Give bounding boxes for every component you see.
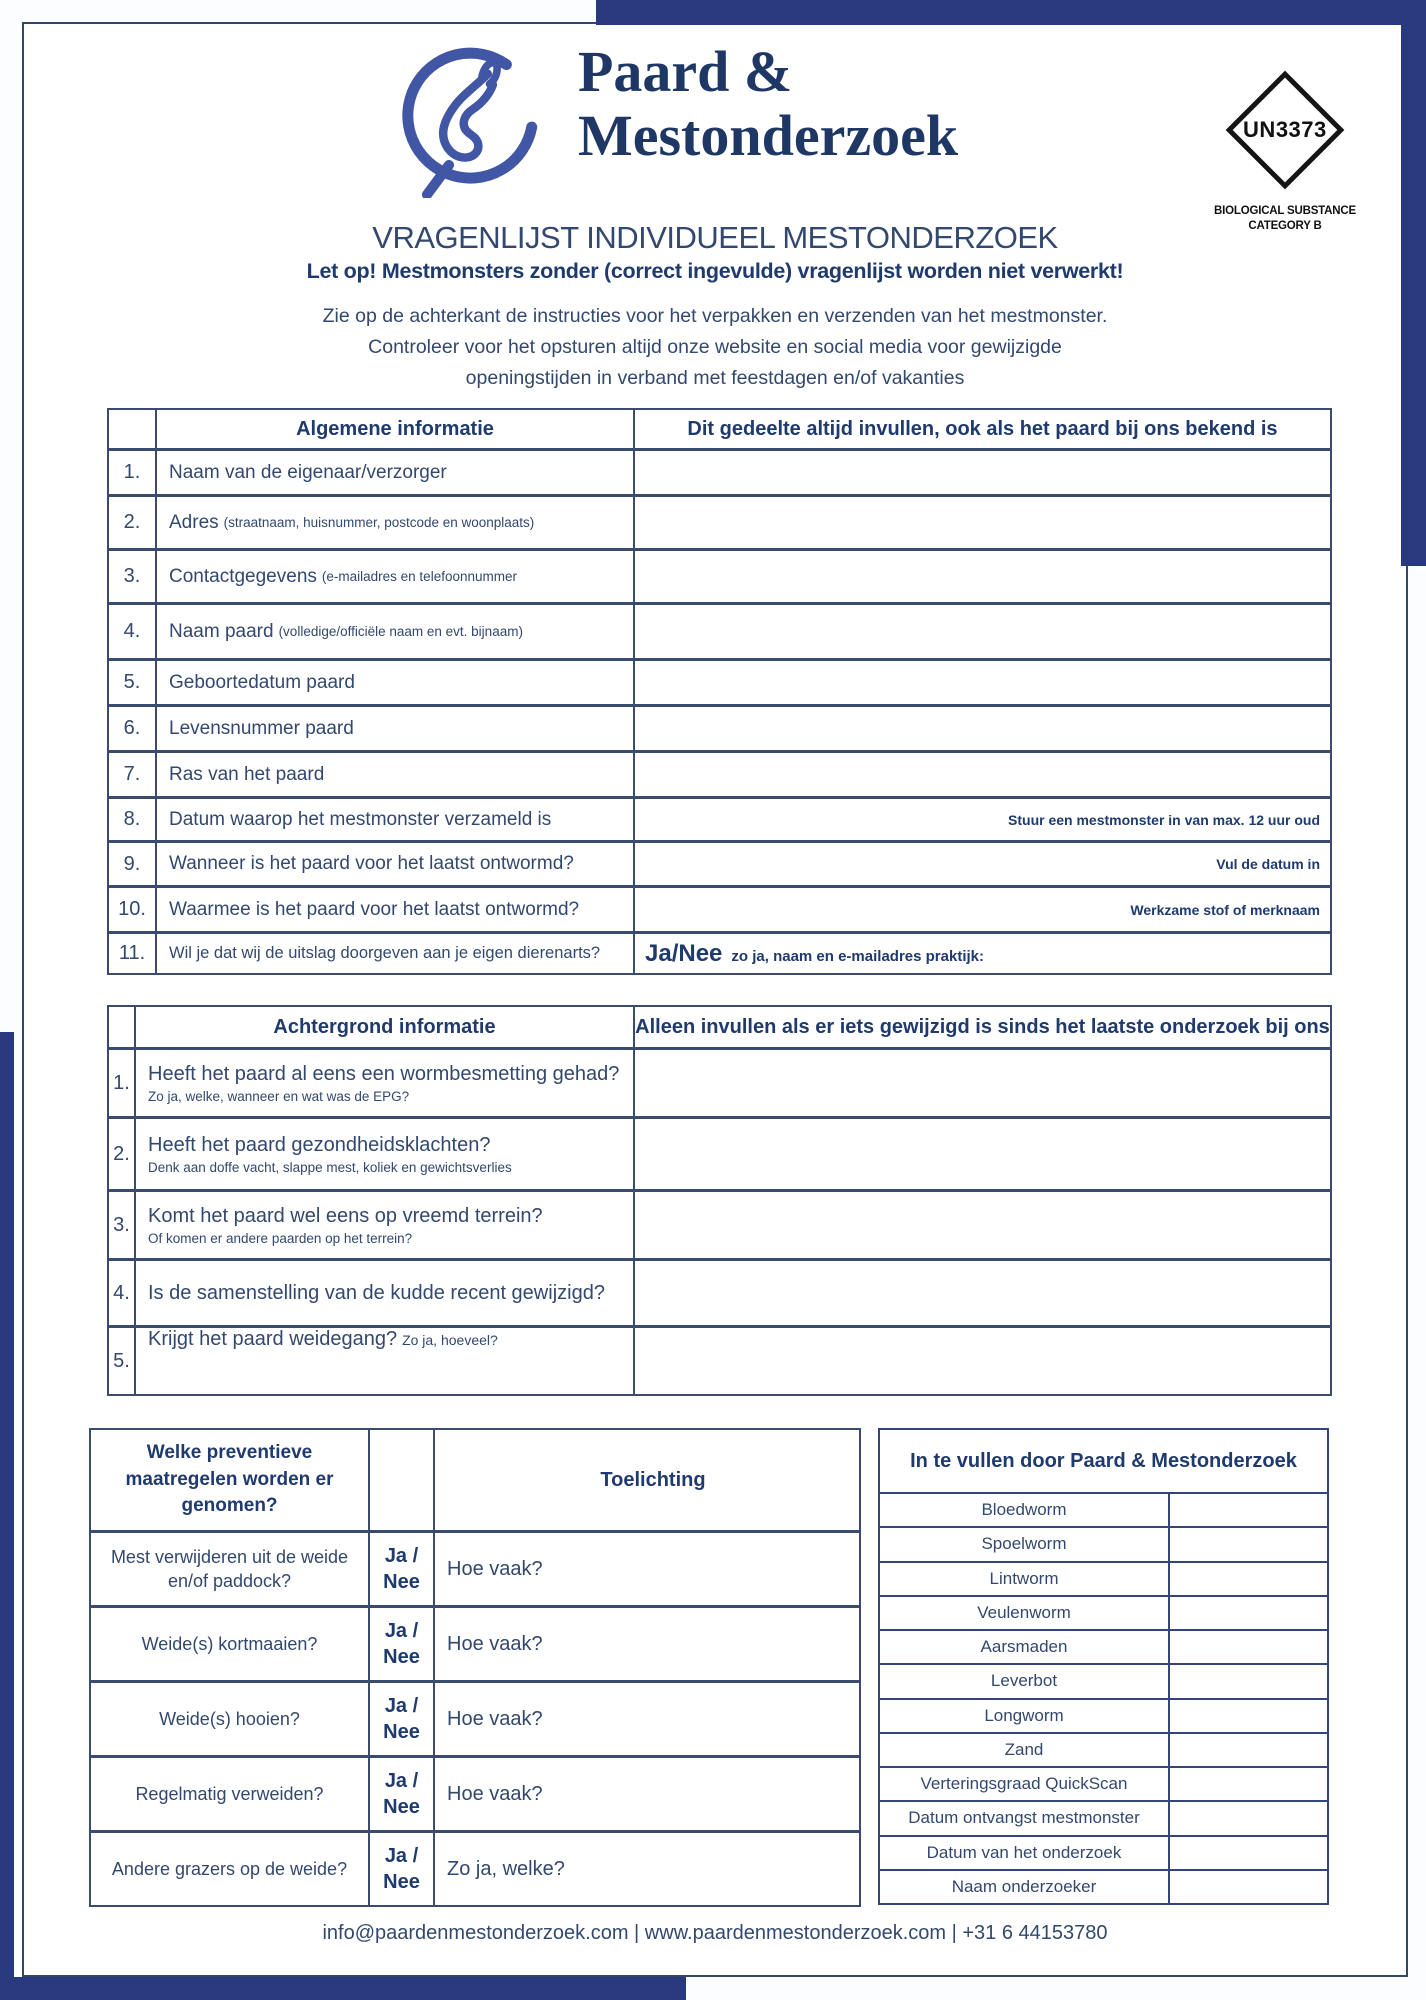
table-row bbox=[91, 1830, 859, 1905]
row-number: 2. bbox=[109, 497, 157, 548]
row-number: 9. bbox=[109, 843, 157, 885]
input-cell[interactable] bbox=[635, 1192, 1330, 1258]
result-label: Aarsmaden bbox=[880, 1631, 1170, 1663]
result-cell[interactable] bbox=[1170, 1734, 1327, 1766]
result-cell[interactable] bbox=[1170, 1494, 1327, 1526]
janee-choice-cell[interactable]: Ja / Nee bbox=[370, 1758, 435, 1830]
field-note: Werkzame stof of merknaam bbox=[1130, 901, 1320, 918]
input-cell[interactable] bbox=[635, 551, 1330, 602]
row-number: 1. bbox=[109, 451, 157, 494]
janee-choice-cell[interactable]: Ja / Nee bbox=[370, 1608, 435, 1680]
table-row bbox=[880, 1869, 1327, 1903]
logo-line-2: Mestonderzoek bbox=[578, 103, 959, 168]
table-row bbox=[880, 1766, 1327, 1800]
field-label: Contactgegevens bbox=[169, 565, 317, 587]
decor-bar-left bbox=[0, 1032, 14, 2000]
table-row bbox=[109, 1189, 1330, 1258]
input-cell[interactable] bbox=[635, 497, 1330, 548]
result-cell[interactable] bbox=[1170, 1528, 1327, 1560]
logo-line-1: Paard & bbox=[578, 39, 793, 104]
table-row bbox=[91, 1605, 859, 1680]
table-row bbox=[109, 494, 1330, 548]
col-header-achtergrond: Achtergrond informatie bbox=[136, 1007, 635, 1047]
field-label: Naam van de eigenaar/verzorger bbox=[169, 461, 447, 483]
measure-label: Weide(s) hooien? bbox=[91, 1683, 370, 1755]
result-label: Zand bbox=[880, 1734, 1170, 1766]
input-cell[interactable] bbox=[635, 1328, 1330, 1394]
result-label: Naam onderzoeker bbox=[880, 1871, 1170, 1903]
input-cell[interactable] bbox=[635, 1261, 1330, 1325]
hint-input-cell[interactable]: Hoe vaak? bbox=[447, 1557, 543, 1580]
input-cell[interactable] bbox=[635, 605, 1330, 658]
janee-hint: zo ja, naam en e-mailadres praktijk: bbox=[731, 947, 984, 965]
table-row bbox=[880, 1629, 1327, 1663]
table-row bbox=[880, 1698, 1327, 1732]
result-label: Spoelworm bbox=[880, 1528, 1170, 1560]
result-cell[interactable] bbox=[1170, 1768, 1327, 1800]
input-cell[interactable] bbox=[635, 1050, 1330, 1116]
input-cell[interactable] bbox=[635, 1119, 1330, 1189]
janee-option[interactable]: Ja/Nee bbox=[645, 939, 723, 967]
table-row bbox=[109, 1258, 1330, 1325]
field-sub-label: (e-mailadres en telefoonnummer bbox=[321, 569, 517, 584]
row-number: 4. bbox=[109, 605, 157, 658]
row-number: 10. bbox=[109, 888, 157, 931]
col-header-maatregelen: Welke preventieve maatregelen worden er genomen? bbox=[91, 1430, 370, 1530]
result-cell[interactable] bbox=[1170, 1802, 1327, 1834]
input-cell[interactable] bbox=[635, 707, 1330, 750]
row-number: 3. bbox=[109, 1192, 136, 1258]
result-label: Veulenworm bbox=[880, 1597, 1170, 1629]
row-number: 11. bbox=[109, 934, 157, 973]
horse-logo-icon bbox=[400, 46, 552, 198]
result-cell[interactable] bbox=[1170, 1597, 1327, 1629]
field-label: Datum waarop het mestmonster verzameld is bbox=[169, 808, 552, 830]
table-row bbox=[109, 931, 1330, 973]
table-row bbox=[109, 704, 1330, 750]
field-note: Vul de datum in bbox=[1216, 856, 1320, 872]
row-number: 2. bbox=[109, 1119, 136, 1189]
janee-choice-cell[interactable] bbox=[635, 934, 1330, 973]
table-algemene-informatie bbox=[107, 408, 1332, 975]
result-label: Datum ontvangst mestmonster bbox=[880, 1802, 1170, 1834]
hint-input-cell[interactable]: Hoe vaak? bbox=[447, 1782, 543, 1805]
result-cell[interactable] bbox=[1170, 1631, 1327, 1663]
row-number: 8. bbox=[109, 799, 157, 840]
table-row bbox=[91, 1680, 859, 1755]
field-label: Naam paard bbox=[169, 620, 274, 642]
table-row bbox=[109, 548, 1330, 602]
question-sub-label: Of komen er andere paarden op het terrein? bbox=[148, 1230, 413, 1246]
measure-label: Weide(s) kortmaaien? bbox=[91, 1608, 370, 1680]
hint-input-cell[interactable]: Hoe vaak? bbox=[447, 1707, 543, 1730]
warning-text: Let op! Mestmonsters zonder (correct ingevulde) vragenlijst worden niet verwerkt! bbox=[306, 259, 1124, 283]
un3373-diamond-icon bbox=[1226, 71, 1345, 190]
janee-choice-cell[interactable]: Ja / Nee bbox=[370, 1533, 435, 1605]
un3373-code: UN3373 bbox=[1243, 117, 1327, 142]
table-preventieve-maatregelen bbox=[89, 1428, 861, 1907]
contact-footer: info@paardenmestonderzoek.com | www.paardenmestonderzoek.com | +31 6 44153780 bbox=[322, 1922, 1108, 1944]
input-cell[interactable] bbox=[635, 799, 1330, 840]
un3373-caption: BIOLOGICAL SUBSTANCE CATEGORY B bbox=[1214, 205, 1356, 232]
office-table-header: In te vullen door Paard & Mestonderzoek bbox=[910, 1449, 1297, 1472]
field-sub-label: (volledige/officiële naam en evt. bijnaam) bbox=[278, 624, 523, 639]
table-row bbox=[91, 1530, 859, 1605]
row-number: 1. bbox=[109, 1050, 136, 1116]
table-row bbox=[109, 602, 1330, 658]
field-label: Waarmee is het paard voor het laatst ontwormd? bbox=[169, 898, 580, 920]
un3373-mark bbox=[1200, 64, 1370, 234]
row-number: 3. bbox=[109, 551, 157, 602]
field-label: Geboortedatum paard bbox=[169, 671, 355, 693]
table-in-te-vullen-door-lab bbox=[878, 1428, 1329, 1905]
field-sub-label: (straatnaam, huisnummer, postcode en woonplaats) bbox=[223, 515, 535, 530]
table-header-row bbox=[109, 1007, 1330, 1047]
input-cell[interactable] bbox=[635, 888, 1330, 931]
field-label: Wil je dat wij de uitslag doorgeven aan je eigen dierenarts? bbox=[169, 944, 601, 962]
table-row bbox=[880, 1663, 1327, 1697]
question-sub-label: Denk aan doffe vacht, slappe mest, koliek en gewichtsverlies bbox=[148, 1159, 512, 1175]
table-row bbox=[109, 1116, 1330, 1189]
decor-bar-bottom bbox=[0, 1977, 686, 2000]
table-header-row bbox=[109, 410, 1330, 448]
col-header-algemene: Algemene informatie bbox=[157, 410, 635, 448]
table-row bbox=[109, 1325, 1330, 1394]
input-cell[interactable] bbox=[635, 451, 1330, 494]
question-label: Heeft het paard al eens een wormbesmetting gehad? bbox=[148, 1062, 620, 1085]
input-cell[interactable] bbox=[635, 843, 1330, 885]
row-number: 5. bbox=[109, 1328, 136, 1394]
field-label: Wanneer is het paard voor het laatst ontwormd? bbox=[169, 853, 574, 874]
table-achtergrond-informatie bbox=[107, 1005, 1332, 1396]
table-row bbox=[880, 1800, 1327, 1834]
table-header-row bbox=[91, 1430, 859, 1530]
result-cell[interactable] bbox=[1170, 1871, 1327, 1903]
table-row bbox=[880, 1526, 1327, 1560]
field-label: Levensnummer paard bbox=[169, 717, 354, 739]
table-row bbox=[109, 750, 1330, 796]
logo-wordmark bbox=[578, 40, 958, 168]
col-header-toelichting: Toelichting bbox=[600, 1468, 706, 1491]
result-cell[interactable] bbox=[1170, 1700, 1327, 1732]
table-row bbox=[109, 885, 1330, 931]
intro-text: Zie op de achterkant de instructies voor het verpakken en verzenden van het mestmonster. Controleer voor het opsturen altijd onze website en social media voor gewijzigde openingstijden in verband met feestdagen en/of vakanties bbox=[322, 305, 1108, 389]
question-label: Heeft het paard gezondheidsklachten? bbox=[148, 1133, 491, 1156]
table-row bbox=[109, 840, 1330, 885]
hint-input-cell[interactable]: Zo ja, welke? bbox=[447, 1857, 565, 1880]
table-row bbox=[109, 658, 1330, 704]
result-label: Verteringsgraad QuickScan bbox=[880, 1768, 1170, 1800]
result-cell[interactable] bbox=[1170, 1837, 1327, 1869]
question-label: Komt het paard wel eens op vreemd terrein? bbox=[148, 1204, 543, 1227]
row-number: 5. bbox=[109, 661, 157, 704]
field-note: Stuur een mestmonster in van max. 12 uur oud bbox=[1008, 811, 1320, 828]
result-cell[interactable] bbox=[1170, 1665, 1327, 1697]
input-cell[interactable] bbox=[635, 753, 1330, 796]
row-number: 4. bbox=[109, 1261, 136, 1325]
field-label: Adres bbox=[169, 511, 219, 533]
measure-label: Andere grazers op de weide? bbox=[91, 1833, 370, 1905]
measure-label: Mest verwijderen uit de weide en/of paddock? bbox=[91, 1533, 370, 1605]
table-row bbox=[880, 1492, 1327, 1526]
janee-choice-cell[interactable]: Ja / Nee bbox=[370, 1833, 435, 1905]
table-row bbox=[880, 1835, 1327, 1869]
question-sub-label: Zo ja, welke, wanneer en wat was de EPG? bbox=[148, 1088, 410, 1104]
row-number: 7. bbox=[109, 753, 157, 796]
janee-choice-cell[interactable]: Ja / Nee bbox=[370, 1683, 435, 1755]
result-label: Datum van het onderzoek bbox=[880, 1837, 1170, 1869]
col-header-invullen: Dit gedeelte altijd invullen, ook als het paard bij ons bekend is bbox=[687, 417, 1278, 440]
row-number: 6. bbox=[109, 707, 157, 750]
question-label: Is de samenstelling van de kudde recent gewijzigd? bbox=[148, 1281, 605, 1304]
table-row bbox=[109, 448, 1330, 494]
table-row bbox=[109, 1047, 1330, 1116]
col-header-alleen-invullen: Alleen invullen als er iets gewijzigd is sinds het laatste onderzoek bij ons bbox=[635, 1015, 1330, 1038]
result-label: Lintworm bbox=[880, 1563, 1170, 1595]
table-row bbox=[880, 1595, 1327, 1629]
table-header-row bbox=[880, 1430, 1327, 1492]
page-title: VRAGENLIJST INDIVIDUEEL MESTONDERZOEK bbox=[372, 220, 1058, 255]
question-label: Krijgt het paard weidegang? bbox=[148, 1328, 398, 1350]
measure-label: Regelmatig verweiden? bbox=[91, 1758, 370, 1830]
table-row bbox=[109, 796, 1330, 840]
result-cell[interactable] bbox=[1170, 1563, 1327, 1595]
decor-bar-top bbox=[596, 0, 1426, 25]
result-label: Bloedworm bbox=[880, 1494, 1170, 1526]
question-sub-label: Zo ja, hoeveel? bbox=[402, 1332, 498, 1348]
result-label: Leverbot bbox=[880, 1665, 1170, 1697]
hint-input-cell[interactable]: Hoe vaak? bbox=[447, 1632, 543, 1655]
input-cell[interactable] bbox=[635, 661, 1330, 704]
table-row bbox=[880, 1561, 1327, 1595]
table-row bbox=[880, 1732, 1327, 1766]
result-label: Longworm bbox=[880, 1700, 1170, 1732]
field-label: Ras van het paard bbox=[169, 763, 325, 785]
table-row bbox=[91, 1755, 859, 1830]
